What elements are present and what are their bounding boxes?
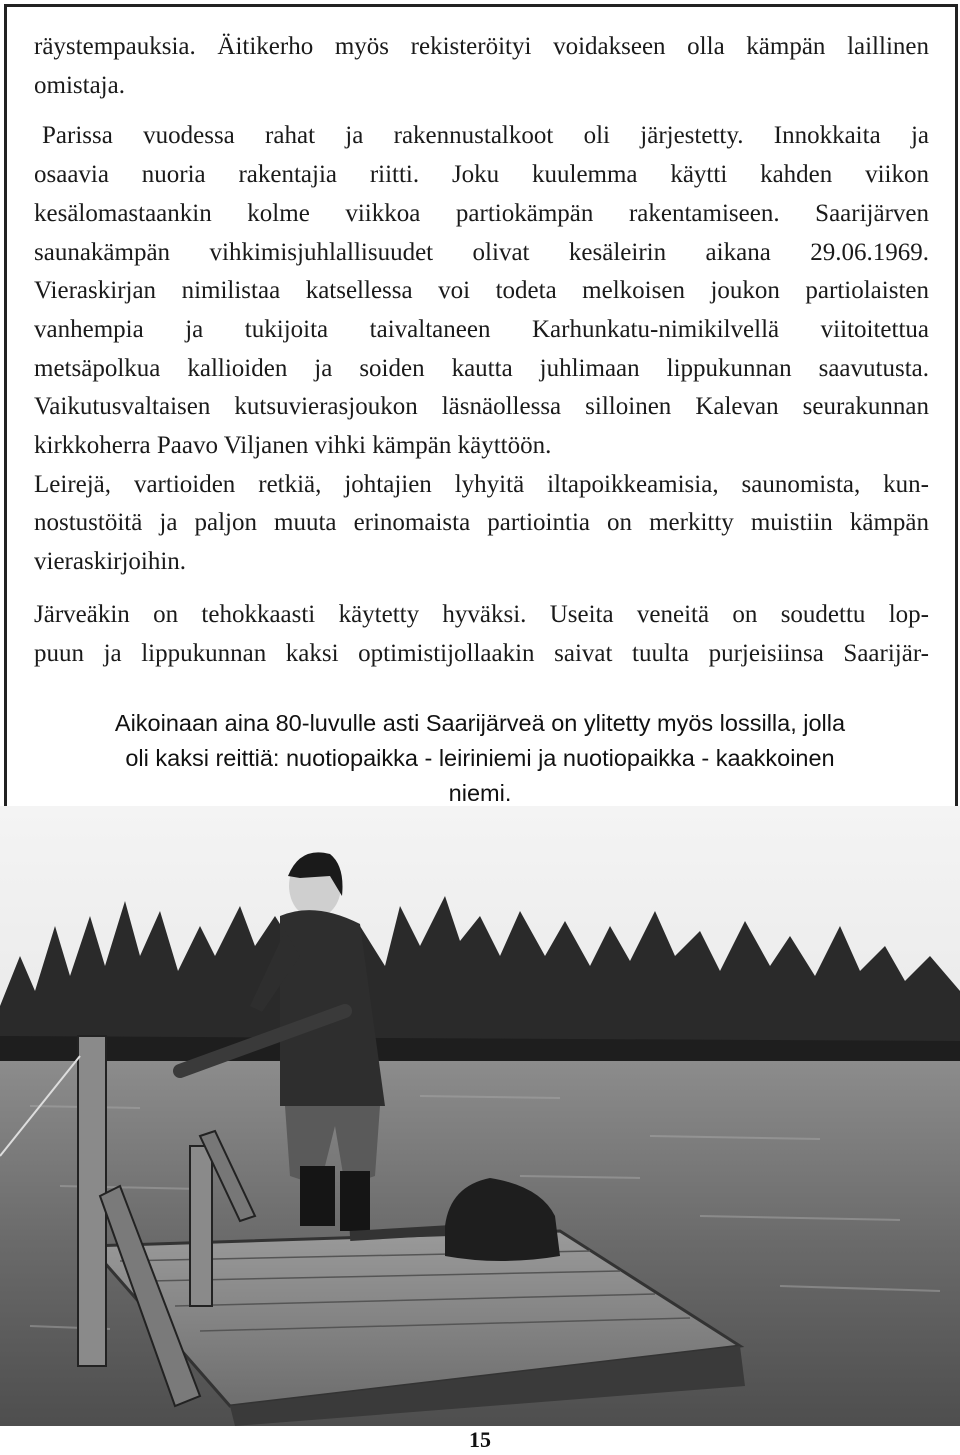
body-line: Järveäkin on tehokkaasti käytetty hyväksi. Useita veneitä on soudettu lop-	[34, 600, 929, 628]
page-number: 15	[469, 1427, 491, 1452]
caption-line: niemi.	[448, 780, 512, 806]
body-line: Vieraskirjan nimilistaa katsellessa voi todeta melkoisen joukon partiolaisten	[34, 277, 929, 305]
body-line: osaavia nuoria rakentajia riitti. Joku kuulemma käytti kahden viikon	[34, 161, 929, 189]
caption-line: Aikoinaan aina 80-luvulle asti Saarijärveä on ylitetty myös lossilla, jolla	[114, 710, 846, 736]
body-line: Leirejä, vartioiden retkiä, johtajien lyhyitä iltapoikkeamisia, saunomista, kun-	[34, 470, 929, 498]
body-line: puun ja lippukunnan kaksi optimistijollaakin saivat tuulta purjeisiinsa Saarijär-	[34, 639, 929, 667]
body-line: vieraskirjoihin.	[34, 548, 187, 576]
body-line: omistaja.	[34, 71, 125, 99]
body-line: räystempauksia. Äitikerho myös rekisteröityi voidakseen olla kämpän laillinen	[34, 33, 929, 60]
body-line: nostustöitä ja paljon muuta erinomaista partiointia on merkitty muistiin kämpän	[34, 509, 929, 537]
article-body	[34, 28, 929, 673]
caption-line: oli kaksi reittiä: nuotiopaikka - leiriniemi ja nuotiopaikka - kaakkoinen	[125, 745, 835, 771]
body-line: kirkkoherra Paavo Viljanen vihki kämpän käyttöön.	[34, 432, 552, 460]
body-line: Vaikutusvaltaisen kutsuvierasjoukon läsnäollessa silloinen Kalevan seurakunnan	[34, 393, 929, 421]
body-line: kesälomastaankin kolme viikkoa partiokämpän rakentamiseen. Saarijärven	[34, 199, 929, 227]
body-line: metsäpolkua kallioiden ja soiden kautta juhlimaan lippukunnan saavutusta.	[34, 354, 929, 382]
body-line: Parissa vuodessa rahat ja rakennustalkoot oli järjestetty. Innokkaita ja	[42, 122, 929, 150]
ferry-photo	[0, 806, 960, 1426]
body-line: saunakämpän vihkimisjuhlallisuudet olivat kesäleirin aikana 29.06.1969.	[34, 238, 929, 266]
photo-caption	[28, 706, 932, 811]
body-line: vanhempia ja tukijoita taivaltaneen Karhunkatu-nimikilvellä viitoitettua	[34, 315, 929, 343]
